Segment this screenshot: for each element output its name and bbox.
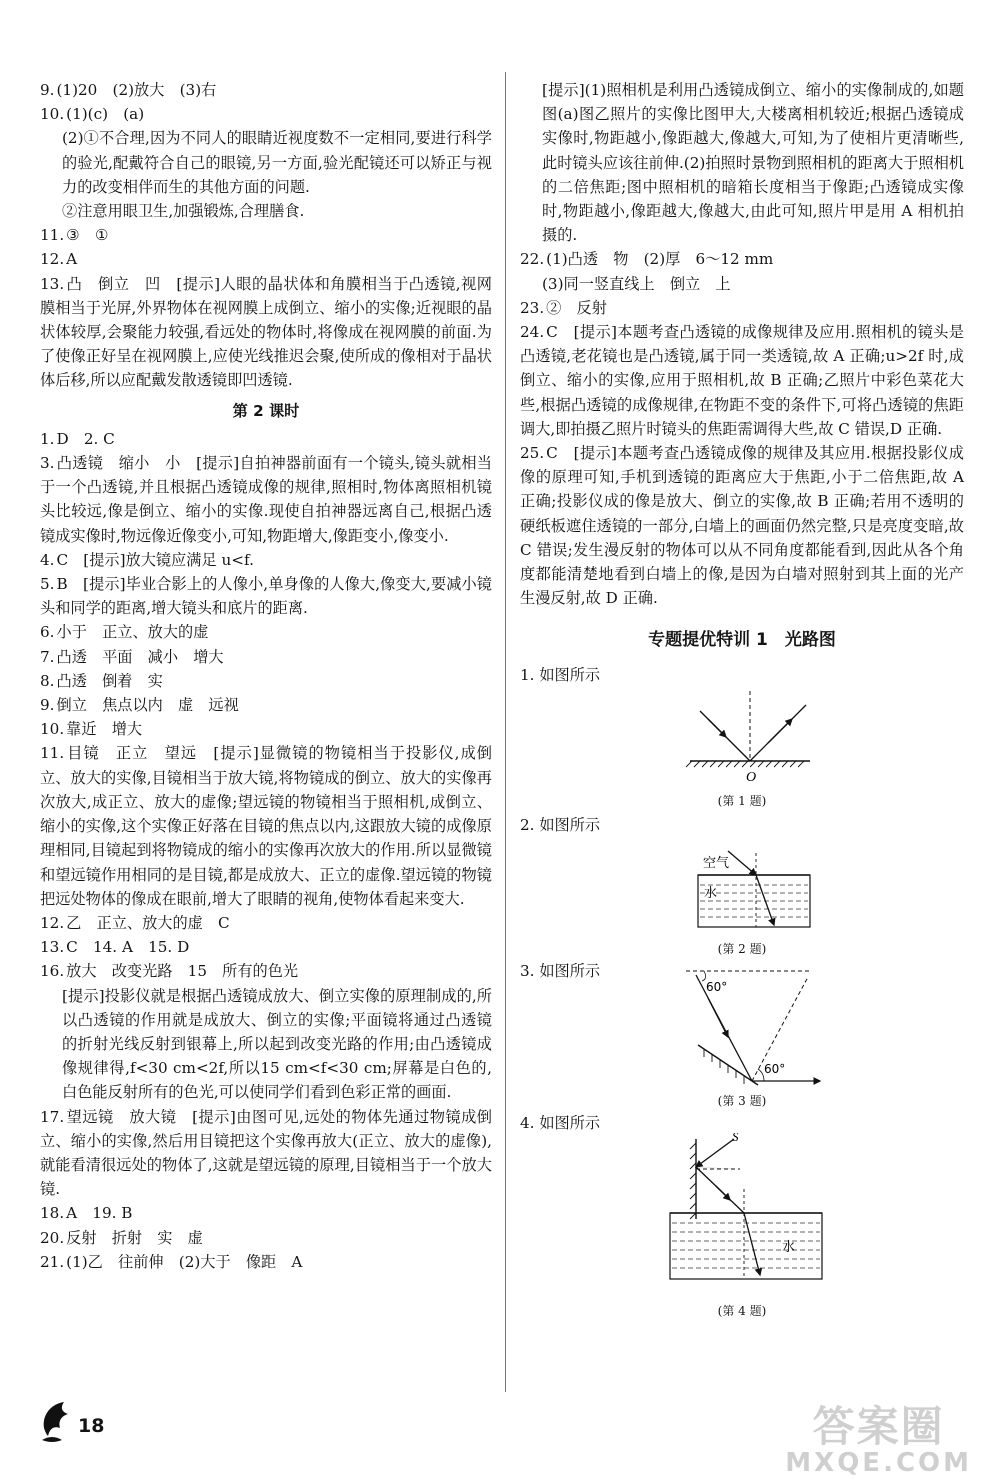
- figure-4-caption: (第 4 题): [717, 1303, 767, 1318]
- right-answers: [520, 78, 964, 610]
- figure-1-diagram: [520, 685, 964, 793]
- answer-text: 目镜 正立 望远 [提示]显微镜的物镜相当于投影仪,成倒立、放大的实像,目镜相当于放大镜,将物镜成的倒立、放大的实像再次放大,成正立、放大的虚像;望远镜的物镜相当于照相机,成倒立、缩小的实像,这个实像正好落在目镜的焦点以内,这跟放大镜的成像原理相同,目镜起到将物镜成的缩小的实像再次放大的作用.所以显微镜和望远镜作用相同的是目镜,都是成放大、正立的虚像.望远镜的物镜把远处物体的像成在眼前,增大了眼睛的视角,使物体看起来变大.: [40, 744, 492, 908]
- answer-number: 12.: [40, 250, 65, 269]
- answer-text: 小于 正立、放大的虚: [56, 623, 209, 642]
- figure-1-caption: (第 1 题): [717, 793, 767, 808]
- figure-3-angle-top: 60°: [706, 979, 728, 994]
- answer-item: [520, 320, 964, 441]
- figure-3-angle-bottom: 60°: [764, 1061, 786, 1076]
- figure-4-question: 4. 如图所示: [520, 1113, 601, 1132]
- figure-2-label-water: 水: [704, 885, 718, 901]
- answer-text: (1)20 (2)放大 (3)右: [56, 81, 217, 99]
- answer-text: ③ ①: [66, 226, 109, 245]
- answer-item: [40, 693, 492, 717]
- answer-number: 23.: [520, 298, 545, 317]
- answer-number: 4.: [40, 550, 55, 569]
- answer-item: [40, 984, 492, 1105]
- figure-2-diagram: [520, 835, 964, 935]
- answer-item: [40, 741, 492, 910]
- figure-2-question: 2. 如图所示: [520, 815, 601, 834]
- answer-text: C [提示]本题考查凸透镜的成像规律及应用.照相机的镜头是凸透镜,老花镜也是凸透镜,属于同一类透镜,故 A 正确;u>2f 时,成倒立、缩小的实像,应用于照相机,故 B 正确;乙照片中彩色菜花大些,根据凸透镜的成像规律,在物距不变的条件下,可将凸透镜的焦距调大,即拍摄乙照片时镜头的焦距需调得大些,故 C 错误,D 正确.: [520, 323, 964, 438]
- answer-text: (3)同一竖直线上 倒立 上: [542, 274, 731, 293]
- watermark-line-1: 答案圈: [812, 1402, 945, 1451]
- figure-3-caption: (第 3 题): [717, 1093, 767, 1108]
- answer-item: [40, 272, 492, 393]
- answer-item: [40, 78, 492, 102]
- answer-item: [520, 78, 964, 247]
- answer-item: [520, 247, 964, 271]
- answer-text: 凸 倒立 凹 [提示]人眼的晶状体和角膜相当于凸透镜,视网膜相当于光屏,外界物体在视网膜上成倒立、缩小的实像;近视眼的晶状体较厚,会聚能力较强,看远处的物体时,将像成在视网膜的前面.为了使像正好呈在视网膜上,应使光线推迟会聚,使所成的像相对于晶状体后移,所以应配戴发散透镜即凹透镜.: [40, 274, 492, 390]
- answer-item: [40, 911, 492, 935]
- answer-item: [40, 126, 492, 199]
- section-title: 专题提优特训 1 光路图: [648, 630, 836, 651]
- answer-item: [40, 102, 492, 126]
- answer-number: 17.: [40, 1107, 65, 1126]
- page-number: 18: [78, 1415, 105, 1437]
- answer-item: [40, 717, 492, 741]
- answer-number: 22.: [520, 250, 545, 269]
- answer-item: [40, 959, 492, 983]
- answer-text: 乙 正立、放大的虚 C: [66, 913, 230, 932]
- answer-text: 靠近 增大: [66, 720, 143, 739]
- dolphin-logo-icon: [38, 1398, 78, 1448]
- answer-number: 10.: [40, 105, 65, 124]
- answer-number: 6.: [40, 623, 55, 642]
- answer-item: [40, 427, 492, 451]
- figure-1-question: 1. 如图所示: [520, 665, 601, 684]
- lesson-heading: 第 2 课时: [232, 401, 300, 420]
- answer-item: [40, 669, 492, 693]
- answer-number: 20.: [40, 1228, 65, 1247]
- answer-number: 11.: [40, 744, 65, 763]
- answer-text: (1)乙 往前伸 (2)大于 像距 A: [66, 1252, 303, 1271]
- answer-item: [40, 223, 492, 247]
- watermark-line-2: MXQE.COM: [785, 1448, 972, 1478]
- answer-number: 5.: [40, 575, 55, 594]
- answer-item: [520, 272, 964, 296]
- answer-number: 10.: [40, 720, 65, 739]
- answer-item: [40, 935, 492, 959]
- figure-3-diagram: [520, 961, 964, 1089]
- figure-2-label-air: 空气: [703, 855, 730, 871]
- answer-item: [40, 572, 492, 620]
- figure-2-caption: (第 2 题): [717, 941, 767, 956]
- answer-text: A: [66, 250, 78, 269]
- answer-number: 18.: [40, 1204, 65, 1223]
- answer-text: [提示](1)照相机是利用凸透镜成倒立、缩小的实像制成的,如题图(a)图乙照片的实像比图甲大,大楼离相机较近;根据凸透镜成实像时,物距越小,像距越大,像越大,可知,为了使相片更清晰些,此时镜头应该往前伸.(2)拍照时景物到照相机的距离大于照相机的二倍焦距;图中照相机的暗箱长度相当于像距;凸透镜成实像时,物距越小,像距越大,像越大,由此可知,照片甲是用 A 相机拍摄的.: [542, 81, 964, 245]
- answer-number: 12.: [40, 913, 65, 932]
- answer-text: A 19. B: [66, 1204, 133, 1223]
- answer-number: 13.: [40, 938, 65, 957]
- answer-number: 25.: [520, 444, 545, 463]
- answer-text: D 2. C: [56, 429, 115, 448]
- answer-item: [40, 1226, 492, 1250]
- answer-number: 16.: [40, 962, 65, 981]
- answer-number: 13.: [40, 274, 65, 293]
- answer-item: [40, 247, 492, 271]
- figure-4-label-water: 水: [782, 1239, 796, 1255]
- answer-text: (2)①不合理,因为不同人的眼睛近视度数不一定相同,要进行科学的验光,配戴符合自己的眼镜,另一方面,验光配镜还可以矫正与视力的改变相伴而生的其他方面的问题.: [62, 129, 492, 196]
- answer-item: [520, 296, 964, 320]
- answer-number: 9.: [40, 81, 55, 99]
- answer-text: C [提示]放大镜应满足 u<f.: [56, 550, 254, 569]
- answer-item: [40, 1250, 492, 1274]
- answer-text: ② 反射: [546, 298, 607, 317]
- watermark: [785, 1394, 972, 1478]
- figure-4-label-s: S: [732, 1132, 739, 1144]
- answer-text: [提示]投影仪就是根据凸透镜成放大、倒立实像的原理制成的,所以凸透镜的作用就是成放大、倒立的实像;平面镜将通过凸透镜的折射光线反射到银幕上,所以起到改变光路的作用;由凸透镜成像规律得,f<30 cm<2f,所以15 cm<f<30 cm;屏幕是白色的,白色能反射所有的色光,可以使同学们看到色彩正常的画面.: [62, 986, 492, 1102]
- answer-item: [40, 451, 492, 548]
- answer-number: 21.: [40, 1252, 65, 1271]
- answer-text: 倒立 焦点以内 虚 远视: [56, 696, 239, 715]
- figure-1: [520, 663, 964, 813]
- answer-text: C 14. A 15. D: [66, 938, 190, 957]
- figure-3-question: 3. 如图所示: [520, 961, 601, 980]
- figure-4-diagram: [520, 1133, 964, 1303]
- answer-number: 11.: [40, 226, 65, 245]
- answer-item: [520, 441, 964, 610]
- answer-text: 凸透 平面 减小 增大: [56, 647, 224, 666]
- figure-1-label-o: O: [746, 769, 757, 785]
- left-column: [40, 78, 492, 1274]
- answer-text: 放大 改变光路 15 所有的色光: [66, 962, 299, 981]
- answer-text: ②注意用眼卫生,加强锻炼,合理膳食.: [62, 202, 305, 221]
- right-column: [520, 78, 964, 1318]
- answer-text: 凸透镜 缩小 小 [提示]自拍神器前面有一个镜头,镜头就相当于一个凸透镜,并且根据凸透镜成像的规律,照相时,物体离照相机镜头比较远,像是倒立、缩小的实像.现使自拍神器远离自己,根据凸透镜成实像时,物远像近像变小,可知,物距增大,像距变小,像变小.: [40, 454, 492, 545]
- answer-text: 反射 折射 实 虚: [66, 1228, 203, 1247]
- answer-item: [40, 620, 492, 644]
- answer-text: 凸透 倒着 实: [56, 671, 163, 690]
- answer-text: B [提示]毕业合影上的人像小,单身像的人像大,像变大,要减小镜头和同学的距离,增大镜头和底片的距离.: [40, 575, 492, 618]
- figure-2: [520, 813, 964, 959]
- answer-text: 望远镜 放大镜 [提示]由图可见,远处的物体先通过物镜成倒立、缩小的实像,然后用目镜把这个实像再放大(正立、放大的虚像),就能看清很远处的物体了,这就是望远镜的原理,目镜相当于一个放大镜.: [40, 1107, 492, 1199]
- answer-text: (1)(c) (a): [66, 105, 145, 124]
- answer-text: (1)凸透 物 (2)厚 6～12 mm: [546, 250, 774, 269]
- answer-item: [40, 199, 492, 223]
- answer-number: 8.: [40, 671, 55, 690]
- answer-text: C [提示]本题考查凸透镜成像的规律及其应用.根据投影仪成像的原理可知,手机到透镜的距离应大于焦距,小于二倍焦距,故 A 正确;投影仪成的像是放大、倒立的实像,故 B 正确;若用不透明的硬纸板遮住透镜的一部分,白墙上的画面仍然完整,只是亮度变暗,故 C 错误;发生漫反射的物体可以从不同角度都能看到,因此从各个角度都能清楚地看到白墙上的像,是因为白墙对照射到其上面的光产生漫反射,故 D 正确.: [520, 444, 964, 608]
- answer-item: [40, 645, 492, 669]
- answer-number: 7.: [40, 647, 55, 666]
- answer-number: 24.: [520, 323, 545, 342]
- figure-3: [520, 959, 964, 1111]
- figure-4: [520, 1111, 964, 1318]
- answer-item: [40, 1105, 492, 1202]
- answer-number: 3.: [40, 454, 55, 473]
- answer-number: 1.: [40, 429, 55, 448]
- column-divider: [505, 72, 506, 1392]
- answer-item: [40, 548, 492, 572]
- answer-item: [40, 1201, 492, 1225]
- answer-number: 9.: [40, 696, 55, 715]
